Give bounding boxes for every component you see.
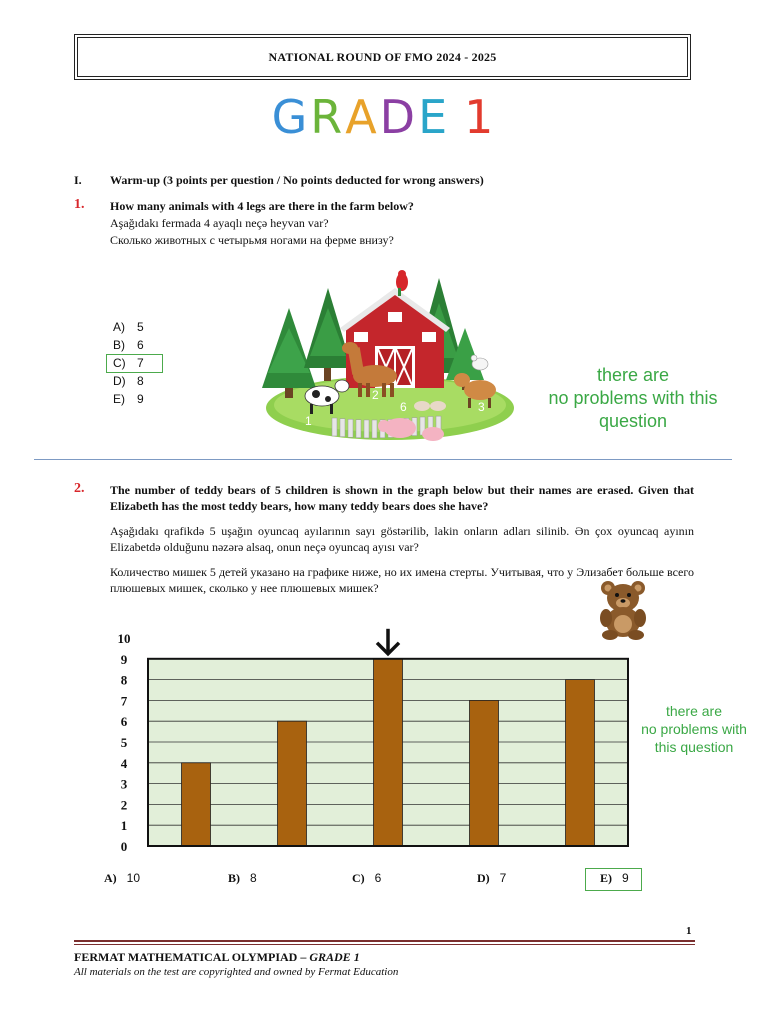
q1-text-az: Aşağıdakı fermada 4 ayaqlı neçə heyvan var? [110,216,329,230]
y-tick-label: 1 [120,818,128,834]
footer-title-grade: GRADE 1 [309,950,360,964]
q2-option-a[interactable] [104,871,140,886]
section-numeral: I. [74,173,82,187]
grade-title-letter: A [345,90,380,144]
q2-option-c[interactable] [352,871,381,886]
fence-post [356,420,361,438]
option-value: 7 [137,356,144,370]
q2-selected-box [585,868,642,891]
q2-options [0,871,768,891]
y-tick-label: 8 [120,672,128,688]
y-tick-label: 4 [120,755,128,771]
teddy-bear-icon [594,578,652,640]
option-letter: D) [113,374,126,388]
bar-3 [374,659,403,846]
grade-title-letter: 1 [464,90,497,144]
fence-post [348,419,353,437]
q2-text-az: Aşağıdakı qrafikdə 5 uşağın oyuncaq ayılarının sayı göstərilib, lakin onların adları silinib. Ən çox oyuncaq ayının Elizabetdə olduğunu nəzərə alsaq, onun neçə oyuncaq ayısı var? [110,524,694,554]
q2-note-line2: no problems with [641,721,747,737]
bar-5 [566,680,595,846]
farm-number-5: 5 [428,440,435,454]
tree-icon [262,308,316,398]
q1-option-a[interactable] [113,320,144,336]
option-letter: C) [352,871,365,885]
farm-number-4: 4 [395,440,402,454]
footer-rule [74,940,695,942]
option-value: 5 [137,320,144,334]
option-value: 10 [126,871,141,885]
q1-text-ru: Сколько животных с четырьмя ногами на ферме внизу? [110,233,394,247]
q1-selected-box [106,354,163,373]
option-letter: A) [113,320,125,334]
bar-2 [278,721,307,846]
y-tick-label: 5 [120,735,128,750]
option-letter: C) [113,356,126,370]
q2-note-line3: this question [654,739,734,755]
y-tick-label: 2 [120,797,128,813]
option-value: 6 [137,338,144,352]
option-letter: B) [113,338,125,352]
q1-note [530,364,736,433]
option-letter: E) [113,392,125,406]
fence-post [364,420,369,438]
q2-note-line1: there are [665,703,723,719]
chicken-icon [471,355,488,370]
option-letter: B) [228,871,240,885]
option-letter: E) [600,871,612,885]
y-tick-label: 0 [120,839,128,854]
footer-title [74,950,360,965]
option-value: 7 [499,871,507,885]
farm-number-6: 6 [400,400,407,414]
option-value: 8 [250,871,257,885]
y-tick-label: 6 [120,714,128,730]
q1-option-b[interactable] [113,338,144,354]
fence-post [340,419,345,437]
grade-title-letter [450,90,464,144]
tree-icon [304,288,352,381]
footer-rule-thin [74,944,695,945]
option-value: 9 [137,392,144,406]
q1-option-e[interactable] [113,392,144,408]
q2-option-d[interactable] [477,871,506,886]
grade-title [0,90,768,144]
q2-option-b[interactable] [228,871,257,886]
page-number: 1 [686,925,692,937]
y-tick-label: 9 [120,651,128,667]
grade-title-letter: R [310,90,346,144]
q1-option-d[interactable] [113,374,144,390]
grade-title-letter: G [271,90,311,144]
y-tick-label: 10 [117,631,131,646]
footer-copyright: All materials on the test are copyrighted and owned by Fermat Education [74,966,399,978]
farm-number-3: 3 [478,400,485,414]
q1-number: 1. [74,197,85,212]
option-value: 6 [374,871,382,885]
teddy-bear-bar-chart [110,602,640,862]
header-box [74,34,691,80]
q1-text-en: How many animals with 4 legs are there in the farm below? [110,199,414,213]
q1-note-line2: no problems with this [548,388,718,408]
grade-title-letter: D [379,90,419,144]
farm-illustration [250,268,520,458]
option-value: 8 [137,374,144,388]
section-label: Warm-up (3 points per question / No points deducted for wrong answers) [110,173,484,187]
grade-title-letter: E [418,90,451,144]
fence-post [372,420,377,438]
header-title: NATIONAL ROUND OF FMO 2024 - 2025 [268,49,497,64]
q2-text-en: The number of teddy bears of 5 children is shown in the graph below but their names are erased. Given that Elizabeth has the most teddy bears, how many teddy bears does she have? [110,483,694,513]
y-tick-label: 3 [120,776,128,792]
q2-note [632,702,756,756]
q2-text-ru: Количество мишек 5 детей указано на графике ниже, но их имена стерты. Учитывая, что у Элизабет больше всего плюшевых мишек, сколько у нее плюшевых мишек? [110,565,694,595]
q1-note-line3: question [598,411,668,431]
fence-post [332,418,337,436]
farm-number-1: 1 [305,414,312,428]
footer-title-main: FERMAT MATHEMATICAL OLYMPIAD – [74,950,310,964]
y-tick-label: 7 [120,693,128,709]
option-value: 9 [622,871,629,885]
option-letter: D) [477,871,490,885]
bar-4 [470,700,499,846]
section-divider [34,459,732,460]
q1-note-line1: there are [596,365,670,385]
q2-number: 2. [74,481,85,496]
bar-1 [182,763,211,846]
farm-number-2: 2 [372,388,379,402]
option-letter: A) [104,871,117,885]
